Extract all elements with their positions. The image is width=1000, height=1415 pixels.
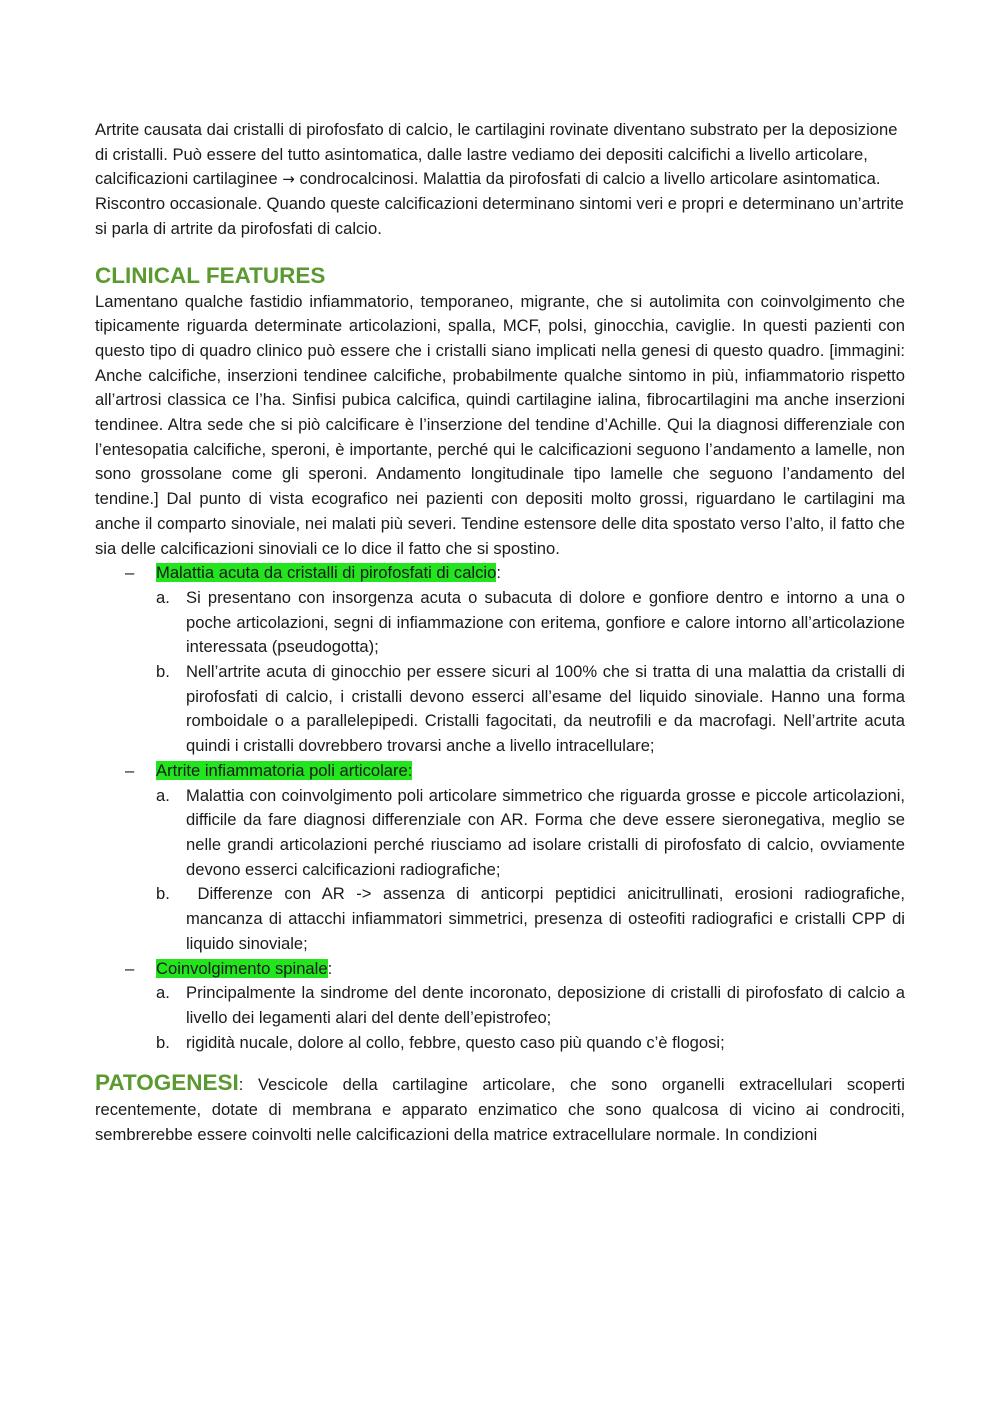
sub-item-text: Principalmente la sindrome del dente incoronato, deposizione di cristalli di pirofosfato di calcio a livello dei legamenti alari del dente dell’epistrofeo; (186, 983, 905, 1027)
sub-marker: b. (156, 662, 170, 682)
sub-list-item (156, 660, 905, 759)
dash-bullet: – (125, 563, 135, 583)
sub-list-item (156, 981, 905, 1030)
clinical-features-heading: CLINICAL FEATURES (95, 262, 326, 288)
dash-bullet: – (125, 760, 135, 780)
intro-paragraph (95, 118, 905, 242)
sub-list-item (156, 586, 905, 660)
highlighted-label: Coinvolgimento spinale (156, 958, 328, 978)
sub-item-text: Malattia con coinvolgimento poli articolare simmetrico che riguarda grosse e piccole articolazioni, difficile da fare diagnosi differenziale con AR. Forma che deve essere sieronegativa, meglio se nelle grandi articolazioni perché riusciamo ad isolare cristalli di pirofosfato di calcio, ovviamente devono esserci calcificazioni radiografiche; (186, 785, 905, 879)
patogenesi-paragraph (95, 1071, 905, 1147)
list-item (95, 561, 905, 759)
dash-bullet: – (125, 958, 135, 978)
clinical-features-paragraph: Lamentano qualche fastidio infiammatorio, temporaneo, migrante, che si autolimita con coinvolgimento che tipicamente riguarda determinate articolazioni, spalla, MCF, polsi, ginocchia, caviglie. In questi pazienti con questo tipo di quadro clinico può essere che i cristalli siano implicati nella genesi di questo quadro. [immagini: Anche calcifiche, inserzioni tendinee calcifiche, probabilmente qualche sintomo in più, infiammatorio rispetto all’artrosi classica ce l’ha. Sinfisi pubica calcifica, quindi cartilagine ialina, fibrocartilagini ma anche inserzioni tendinee. Altra sede che si piò calcificare è l’inserzione del tendine d’Achille. Qui la diagnosi differenziale con l’entesopatia calcifiche, speroni, è importante, perché qui le calcificazioni seguono l’andamento a lamelle, non sono grossolane come gli speroni. Andamento longitudinale tipo lamelle che seguono l’andamento del tendine.] Dal punto di vista ecografico nei pazienti con depositi molto grossi, riguardano le cartilagini ma anche il comparto sinoviale, nei malati più severi. Tendine estensore delle dita spostato verso l’alto, il fatto che sia delle calcificazioni sinoviali ce lo dice il fatto che si spostino. (95, 291, 905, 558)
label-suffix: : (496, 563, 501, 583)
sub-item-text: Nell’artrite acuta di ginocchio per essere sicuri al 100% che si tratta di una malattia da cristalli di pirofosfati di calcio, i cristalli devono esserci all’esame del liquido sinoviale. Hanno una forma romboidale o a parallelepipedi. Cristalli fagocitati, da neutrofili e da macrofagi. Nell’artrite acuta quindi i cristalli dovrebbero trovarsi anche a livello intracellulare; (186, 662, 905, 756)
sub-marker: a. (156, 785, 170, 805)
sub-list-item (156, 784, 905, 883)
sub-item-text: Si presentano con insorgenza acuta o subacuta di dolore e gonfiore dentro e intorno a una o poche articolazioni, segni di infiammazione con eritema, gonfiore e calore intorno all’articolazione interessata (pseudogotta); (186, 587, 905, 657)
intro-text-1: Artrite causata dai cristalli di pirofosfato di calcio, le cartilagini rovinate diventano substrato per la deposizione di cristalli. Può essere del tutto asintomatica, dalle lastre vediamo dei depositi calcifichi a livello articolare, calcificazioni cartilaginee (95, 120, 898, 189)
sub-list-item (156, 1031, 905, 1056)
sub-marker: a. (156, 587, 170, 607)
sub-list (156, 784, 910, 957)
sub-list (156, 586, 905, 759)
sub-marker: b. (156, 884, 170, 904)
patogenesi-heading: PATOGENESI (95, 1070, 239, 1096)
highlighted-label: Artrite infiammatoria poli articolare: (156, 760, 413, 780)
sub-list (156, 981, 905, 1055)
sub-item-text: rigidità nucale, dolore al collo, febbre, questo caso più quando c’è flogosi; (186, 1032, 725, 1052)
clinical-features-list (95, 561, 910, 1055)
sub-marker: a. (156, 983, 170, 1003)
arrow-right-icon: → (282, 170, 295, 189)
sub-item-text: Differenze con AR -> assenza di anticorpi peptidici anicitrullinati, erosioni radiografiche, mancanza di attacchi infiammatori simmetrici, presenza di osteofiti radiografici e cristalli CPP di liquido sinoviale; (186, 884, 910, 953)
sub-list-item (156, 882, 910, 956)
label-suffix: : (327, 958, 333, 978)
list-item (95, 759, 910, 957)
document-page (95, 118, 910, 1164)
patogenesi-text: : Vescicole della cartilagine articolare, che sono organelli extracellulari scoperti recentemente, dotate di membrana e apparato enzimatico che sono qualcosa di vicino ai condrociti, sembrerebbe essere coinvolti nelle calcificazioni della matrice extracellulare normale. In condizioni (95, 1075, 905, 1144)
list-item (95, 957, 905, 1056)
sub-marker: b. (156, 1032, 170, 1052)
intro-text-2: condrocalcinosi. Malattia da pirofosfati di calcio a livello articolare asintomatica. Riscontro occasionale. Quando queste calcificazioni determinano sintomi veri e propri e determinano un’artrite si parla di artrite da pirofosfati di calcio. (95, 169, 904, 238)
highlighted-label: Malattia acuta da cristalli di pirofosfati di calcio (156, 563, 497, 583)
